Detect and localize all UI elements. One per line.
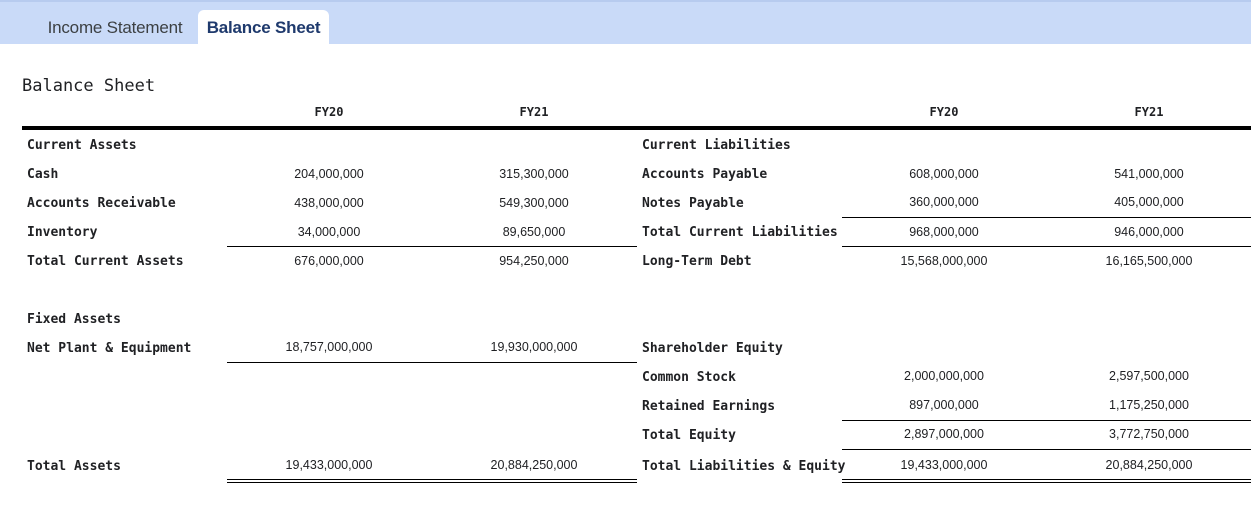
row-label-net-plant-equipment: Net Plant & Equipment — [27, 341, 192, 356]
page-title: Balance Sheet — [22, 76, 156, 96]
cell-np-fy21[interactable]: 405,000,000 — [1114, 195, 1184, 209]
cell-common-fy20[interactable]: 2,000,000,000 — [904, 369, 984, 383]
row-label-total-assets: Total Assets — [27, 459, 121, 474]
cell-ltd-fy20[interactable]: 15,568,000,000 — [900, 254, 988, 268]
row-label-notes-payable: Notes Payable — [642, 196, 744, 211]
cell-total-le-fy20[interactable]: 19,433,000,000 — [900, 458, 988, 472]
cell-inventory-fy21[interactable]: 89,650,000 — [502, 225, 566, 239]
sheet-tab-bar — [0, 0, 1251, 44]
cell-total-assets-fy21[interactable]: 20,884,250,000 — [490, 458, 578, 472]
header-rule — [22, 126, 1251, 130]
subtotal-rule — [842, 449, 1251, 450]
col-header-assets-fy21: FY21 — [519, 105, 549, 119]
cell-retained-fy20[interactable]: 897,000,000 — [909, 398, 979, 412]
subtotal-rule — [227, 246, 637, 247]
cell-inventory-fy20[interactable]: 34,000,000 — [297, 225, 361, 239]
cell-total-current-liabilities-fy20[interactable]: 968,000,000 — [909, 225, 979, 239]
cell-total-current-liabilities-fy21[interactable]: 946,000,000 — [1114, 225, 1184, 239]
subtotal-rule — [227, 362, 637, 363]
subtotal-rule — [842, 420, 1251, 421]
row-label-total-liabilities-equity: Total Liabilities & Equity — [642, 459, 846, 474]
subtotal-rule — [842, 217, 1251, 218]
col-header-liab-fy20: FY20 — [929, 105, 959, 119]
section-fixed-assets: Fixed Assets — [27, 312, 121, 327]
total-double-rule — [842, 479, 1251, 483]
row-label-accounts-receivable: Accounts Receivable — [27, 196, 176, 211]
row-label-long-term-debt: Long-Term Debt — [642, 254, 752, 269]
row-label-total-current-liabilities: Total Current Liabilities — [642, 225, 838, 240]
cell-cash-fy21[interactable]: 315,300,000 — [499, 167, 569, 181]
cell-common-fy21[interactable]: 2,597,500,000 — [1109, 369, 1189, 383]
tab-balance-sheet[interactable]: Balance Sheet — [198, 10, 329, 46]
row-label-common-stock: Common Stock — [642, 370, 736, 385]
cell-ar-fy21[interactable]: 549,300,000 — [499, 196, 569, 210]
col-header-assets-fy20: FY20 — [314, 105, 344, 119]
section-current-liabilities: Current Liabilities — [642, 138, 791, 153]
total-double-rule — [227, 479, 637, 483]
row-label-retained-earnings: Retained Earnings — [642, 399, 776, 414]
cell-npe-fy20[interactable]: 18,757,000,000 — [285, 340, 373, 354]
cell-total-equity-fy21[interactable]: 3,772,750,000 — [1109, 427, 1189, 441]
cell-total-current-assets-fy21[interactable]: 954,250,000 — [499, 254, 569, 268]
cell-total-equity-fy20[interactable]: 2,897,000,000 — [904, 427, 984, 441]
cell-np-fy20[interactable]: 360,000,000 — [909, 195, 979, 209]
section-current-assets: Current Assets — [27, 138, 137, 153]
cell-ar-fy20[interactable]: 438,000,000 — [294, 196, 364, 210]
row-label-total-equity: Total Equity — [642, 428, 736, 443]
section-shareholder-equity: Shareholder Equity — [642, 341, 783, 356]
cell-retained-fy21[interactable]: 1,175,250,000 — [1109, 398, 1189, 412]
row-label-total-current-assets: Total Current Assets — [27, 254, 184, 269]
cell-cash-fy20[interactable]: 204,000,000 — [294, 167, 364, 181]
cell-total-le-fy21[interactable]: 20,884,250,000 — [1105, 458, 1193, 472]
row-label-inventory: Inventory — [27, 225, 98, 240]
col-header-liab-fy21: FY21 — [1134, 105, 1164, 119]
cell-total-assets-fy20[interactable]: 19,433,000,000 — [285, 458, 373, 472]
row-label-accounts-payable: Accounts Payable — [642, 167, 768, 182]
row-label-cash: Cash — [27, 167, 59, 182]
cell-total-current-assets-fy20[interactable]: 676,000,000 — [294, 254, 364, 268]
subtotal-rule — [842, 246, 1251, 247]
cell-ltd-fy21[interactable]: 16,165,500,000 — [1105, 254, 1193, 268]
cell-npe-fy21[interactable]: 19,930,000,000 — [490, 340, 578, 354]
cell-ap-fy21[interactable]: 541,000,000 — [1114, 167, 1184, 181]
tab-income-statement[interactable]: Income Statement — [47, 18, 183, 37]
cell-ap-fy20[interactable]: 608,000,000 — [909, 167, 979, 181]
